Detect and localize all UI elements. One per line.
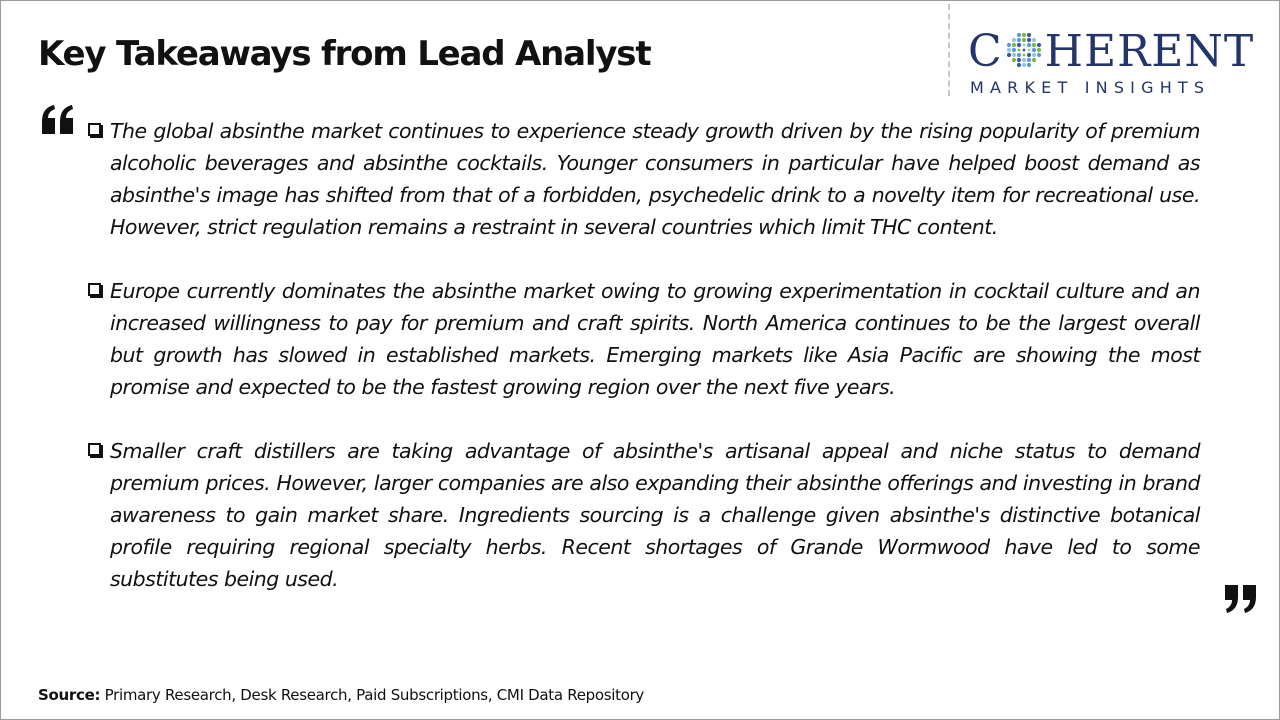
checkbox-bullet-icon [88, 443, 101, 456]
page-title: Key Takeaways from Lead Analyst [38, 34, 651, 74]
logo-dot [1032, 48, 1036, 52]
logo-dot [1007, 48, 1011, 52]
logo-dot [1027, 43, 1031, 47]
logo-dot [1022, 63, 1026, 67]
logo-dot [1022, 33, 1026, 37]
logo-dot [1017, 38, 1021, 42]
logo-dot [1022, 49, 1025, 52]
source-label: Source: [38, 686, 101, 704]
logo-dot [1022, 38, 1026, 42]
quote-close-icon [1224, 584, 1258, 614]
logo-dot [1022, 54, 1025, 57]
logo-dot [1037, 43, 1041, 47]
logo-tagline: MARKET INSIGHTS [970, 78, 1211, 97]
source-text: Primary Research, Desk Research, Paid Subscriptions, CMI Data Repository [100, 686, 645, 704]
checkbox-bullet-icon [88, 283, 101, 296]
source-note [38, 686, 644, 704]
logo-dot [1037, 48, 1041, 52]
list-item [86, 275, 1200, 403]
logo-dot [1017, 43, 1021, 47]
company-logo [968, 28, 1260, 98]
logo-dot [1032, 53, 1036, 57]
logo-dot [1017, 63, 1021, 67]
logo-dot [1012, 43, 1016, 47]
takeaway-text: Europe currently dominates the absinthe market owing to growing experimentation in cocktail culture and an increased willingness to pay for premium and craft spirits. North America continues to be the largest overall but growth has slowed in established markets. Emerging markets like Asia Pacific are showing the most promise and expected to be the fastest growing region over the next five years. [110, 279, 1200, 399]
quote-open-icon [40, 104, 76, 136]
logo-dot [1012, 53, 1016, 57]
logo-dot [1017, 53, 1021, 57]
list-item [86, 435, 1200, 595]
logo-dot [1022, 44, 1025, 47]
logo-dot [1032, 43, 1036, 47]
logo-dots-icon [1005, 31, 1043, 69]
logo-dot [1027, 53, 1031, 57]
checkbox-bullet-icon [88, 123, 101, 136]
logo-dot [1012, 48, 1016, 52]
logo-wordmark [968, 28, 1254, 76]
logo-dot [1012, 58, 1016, 62]
logo-dot [1027, 63, 1031, 67]
logo-dot [1032, 58, 1036, 62]
logo-dot [1012, 38, 1016, 42]
logo-dot [1022, 58, 1026, 62]
logo-dot [1007, 53, 1011, 57]
logo-dot [1027, 33, 1031, 37]
logo-dot [1017, 33, 1021, 37]
logo-dot [1007, 43, 1011, 47]
logo-dot [1027, 49, 1030, 52]
takeaway-text: Smaller craft distillers are taking advantage of absinthe's artisanal appeal and niche status to demand premium prices. However, larger companies are also expanding their absinthe offerings and investing in brand awareness to gain market share. Ingredients sourcing is a challenge given absinthe's distinctive botanical profile requiring regional specialty herbs. Recent shortages of Grande Wormwood have led to some substitutes being used. [110, 439, 1200, 591]
list-item [86, 115, 1200, 243]
logo-dot [1017, 49, 1020, 52]
logo-word-right: HERENT [1044, 26, 1255, 77]
logo-word-left: C [968, 26, 1003, 77]
logo-dot [1037, 53, 1041, 57]
takeaways-list [86, 115, 1200, 627]
takeaway-text: The global absinthe market continues to experience steady growth driven by the rising popularity of premium alcoholic beverages and absinthe cocktails. Younger consumers in particular have helped boost demand as absinthe's image has shifted from that of a forbidden, psychedelic drink to a novelty item for recreational use. However, strict regulation remains a restraint in several countries which limit THC content. [110, 119, 1200, 239]
logo-dot [1032, 38, 1036, 42]
logo-dot [1027, 38, 1031, 42]
logo-dot [1017, 58, 1021, 62]
logo-dot [1027, 58, 1031, 62]
logo-divider [948, 4, 950, 96]
